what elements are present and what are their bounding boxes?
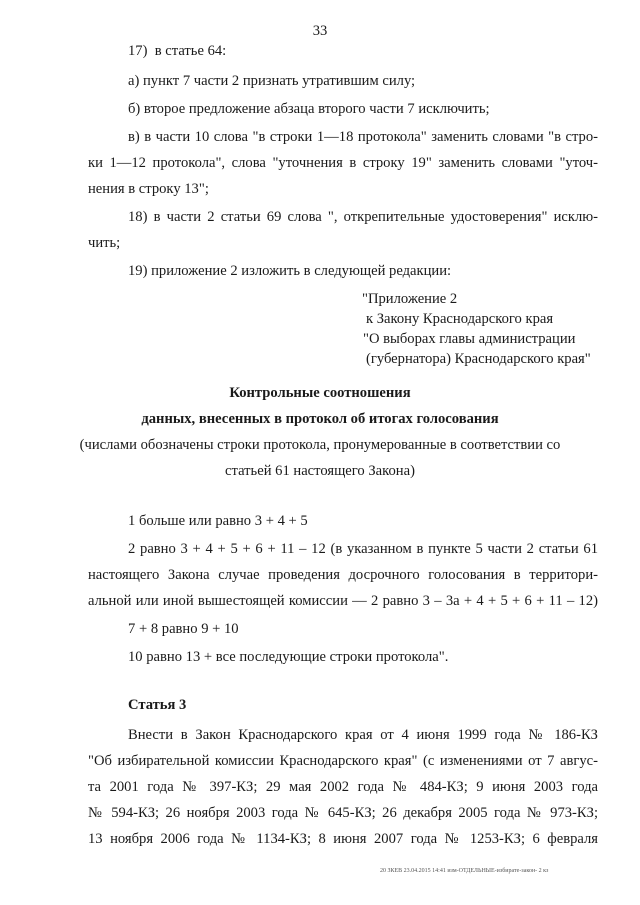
article-3-line-2: "Об избирательной комиссии Краснодарского края" (с изменениями от 7 авгус- [88,753,598,769]
list-item-a: а) пункт 7 части 2 признать утратившим силу; [128,73,416,89]
appendix-line-3: "О выборах главы администрации [363,331,576,347]
appendix-line-1: "Приложение 2 [362,291,458,307]
page-footer: 20 ЗКЕВ 23.04.2015 14:41 изм-ОТДЕЛЬНЫЕ-избирате-закон- 2 кз [380,868,549,874]
list-item-v-line2: ки 1—12 протокола", слова "уточнения в строку 19" заменить словами "уточ- [88,155,598,171]
list-item-19: 19) приложение 2 изложить в следующей редакции: [128,263,452,279]
article-3-line-4: № 594-КЗ; 26 ноября 2003 года № 645-КЗ; 26 декабря 2005 года № 973-КЗ; [88,805,598,821]
relation-3: 7 + 8 равно 9 + 10 [128,621,239,637]
relation-2-line1: 2 равно 3 + 4 + 5 + 6 + 11 – 12 (в указанном в пункте 5 части 2 статьи 61 [128,541,598,557]
page-number: 33 [312,23,328,39]
list-item-18-line1: 18) в части 2 статьи 69 слова ", открепительные удостоверения" исклю- [128,209,598,225]
article-3-line-5: 13 ноября 2006 года № 1134-КЗ; 8 июня 2007 года № 1253-КЗ; 6 февраля [88,831,598,847]
article-3-line-1: Внести в Закон Краснодарского края от 4 июня 1999 года № 186-КЗ [128,727,598,743]
section-note-line-1: (числами обозначены строки протокола, пронумерованные в соответствии со [79,437,561,453]
appendix-line-4: (губернатора) Краснодарского края" [366,351,591,367]
relation-4: 10 равно 13 + все последующие строки протокола". [128,649,449,665]
list-item-v-line3: нения в строку 13"; [88,181,209,197]
list-item-b: б) второе предложение абзаца второго части 7 исключить; [128,101,490,117]
section-title-line-2: данных, внесенных в протокол об итогах голосования [141,411,499,427]
relation-1: 1 больше или равно 3 + 4 + 5 [128,513,308,529]
list-item-18-line2: чить; [88,235,121,251]
section-note-line-2: статьей 61 настоящего Закона) [225,463,415,479]
section-title-line-1: Контрольные соотношения [229,385,411,401]
relation-2-line3: альной или иной вышестоящей комиссии — 2 равно 3 – 3а + 4 + 5 + 6 + 11 – 12) [88,593,598,609]
relation-2-line2: настоящего Закона случае проведения досрочного голосования в территори- [88,567,598,583]
list-item-17: 17) в статье 64: [128,43,227,59]
list-item-v-line1: в) в части 10 слова "в строки 1—18 протокола" заменить словами "в стро- [128,129,598,145]
appendix-line-2: к Закону Краснодарского края [366,311,554,327]
article-3-line-3: та 2001 года № 397-КЗ; 29 мая 2002 года № 484-КЗ; 9 июня 2003 года [88,779,598,795]
article-3-heading: Статья 3 [128,697,187,713]
